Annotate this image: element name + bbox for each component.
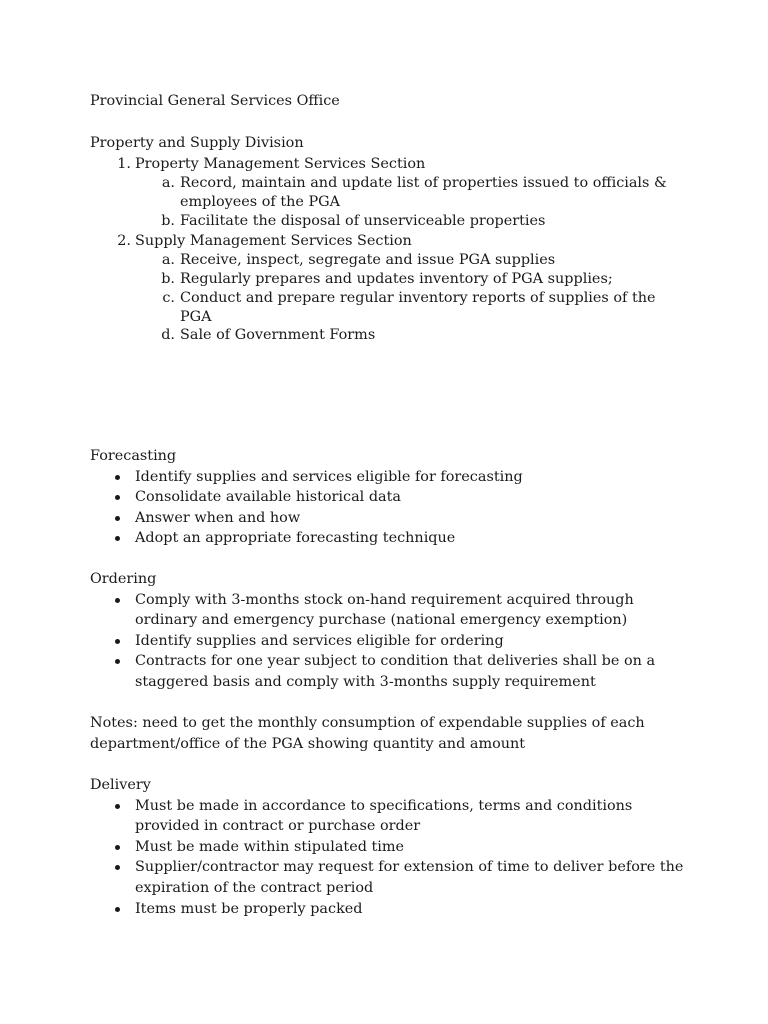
- list-item: [90, 651, 690, 692]
- property-duties: [90, 174, 690, 230]
- list-item-text: Answer when and how: [135, 509, 301, 526]
- bullet-icon: [115, 475, 120, 480]
- bullet-icon: [115, 865, 120, 870]
- list-item: [90, 796, 690, 837]
- office-title: Provincial General Services Office: [90, 93, 340, 109]
- ordering-section: [90, 569, 690, 693]
- bullet-icon: [115, 804, 120, 809]
- list-letter: b.: [161, 212, 175, 229]
- supply-duties: [90, 251, 690, 345]
- list-item-text: Consolidate available historical data: [135, 489, 401, 506]
- notes-paragraph: Notes: need to get the monthly consumption of expendable supplies of each department/office of the PGA showing quantity and amount: [90, 715, 645, 752]
- list-item: [90, 528, 690, 549]
- list-item-text: Supplier/contractor may request for extension of time to deliver before the expiration of the contract period: [135, 859, 684, 896]
- list-item: [135, 326, 690, 345]
- bullet-icon: [115, 639, 120, 644]
- list-item-text: Must be made within stipulated time: [135, 838, 405, 855]
- list-item-text: Comply with 3-months stock on-hand requirement acquired through ordinary and emergency purchase (national emergency exemption): [135, 591, 634, 629]
- division-title: Property and Supply Division: [90, 135, 304, 151]
- delivery-title: Delivery: [90, 777, 151, 793]
- list-item-text: Receive, inspect, segregate and issue PGA supplies: [180, 252, 556, 269]
- list-item-text: Must be made in accordance to specifications, terms and conditions provided in contract or purchase order: [135, 797, 633, 835]
- list-item: [135, 251, 690, 270]
- bullet-icon: [115, 598, 120, 603]
- list-letter: a.: [161, 252, 175, 269]
- list-item-text: Sale of Government Forms: [180, 327, 376, 344]
- list-item: [90, 487, 690, 508]
- property-duty-list: [135, 174, 690, 230]
- list-item: [90, 467, 690, 488]
- bullet-icon: [115, 536, 120, 541]
- list-item-text: Adopt an appropriate forecasting technique: [135, 530, 456, 547]
- list-item: [90, 837, 690, 858]
- list-item-text: Identify supplies and services eligible for forecasting: [135, 468, 523, 485]
- list-item: [90, 631, 690, 652]
- list-letter: a.: [161, 175, 175, 192]
- bullet-icon: [115, 845, 120, 850]
- list-number: 2.: [117, 232, 131, 249]
- delivery-section: [90, 775, 690, 919]
- forecasting-section: [90, 446, 690, 549]
- list-item-text: Conduct and prepare regular inventory reports of supplies of the PGA: [180, 289, 656, 325]
- bullet-icon: [115, 907, 120, 912]
- ordering-title: Ordering: [90, 571, 157, 587]
- ordering-list: [90, 590, 690, 693]
- supply-duty-list: [135, 251, 690, 345]
- list-letter: d.: [161, 327, 175, 344]
- list-item-text: Facilitate the disposal of unserviceable properties: [180, 212, 546, 229]
- list-item: [90, 857, 690, 898]
- list-item: [90, 508, 690, 529]
- list-number: 1.: [117, 155, 131, 172]
- list-item-text: Regularly prepares and updates inventory of PGA supplies;: [180, 270, 613, 287]
- delivery-list: [90, 796, 690, 920]
- division-section: [90, 133, 690, 345]
- forecasting-title: Forecasting: [90, 448, 177, 464]
- list-item: [135, 174, 690, 212]
- list-item-text: Contracts for one year subject to condition that deliveries shall be on a staggered basis and comply with 3-months supply requirement: [135, 653, 656, 690]
- list-item: [135, 289, 690, 327]
- section-supply-management: [90, 231, 690, 252]
- section-list: [90, 154, 690, 346]
- list-item-text: Record, maintain and update list of properties issued to officials & employees of the PGA: [180, 175, 667, 210]
- list-item: [135, 270, 690, 289]
- list-item: [90, 590, 690, 631]
- list-item: [135, 212, 690, 231]
- section-property-management: [90, 154, 690, 175]
- bullet-icon: [115, 495, 120, 500]
- bullet-icon: [115, 516, 120, 521]
- section-title: Supply Management Services Section: [135, 232, 412, 249]
- list-letter: b.: [161, 270, 175, 287]
- list-item: [90, 899, 690, 920]
- bullet-icon: [115, 659, 120, 664]
- list-item-text: Items must be properly packed: [135, 900, 363, 917]
- list-item-text: Identify supplies and services eligible for ordering: [135, 632, 504, 649]
- section-title: Property Management Services Section: [135, 155, 426, 172]
- forecasting-list: [90, 467, 690, 549]
- list-letter: c.: [162, 289, 175, 306]
